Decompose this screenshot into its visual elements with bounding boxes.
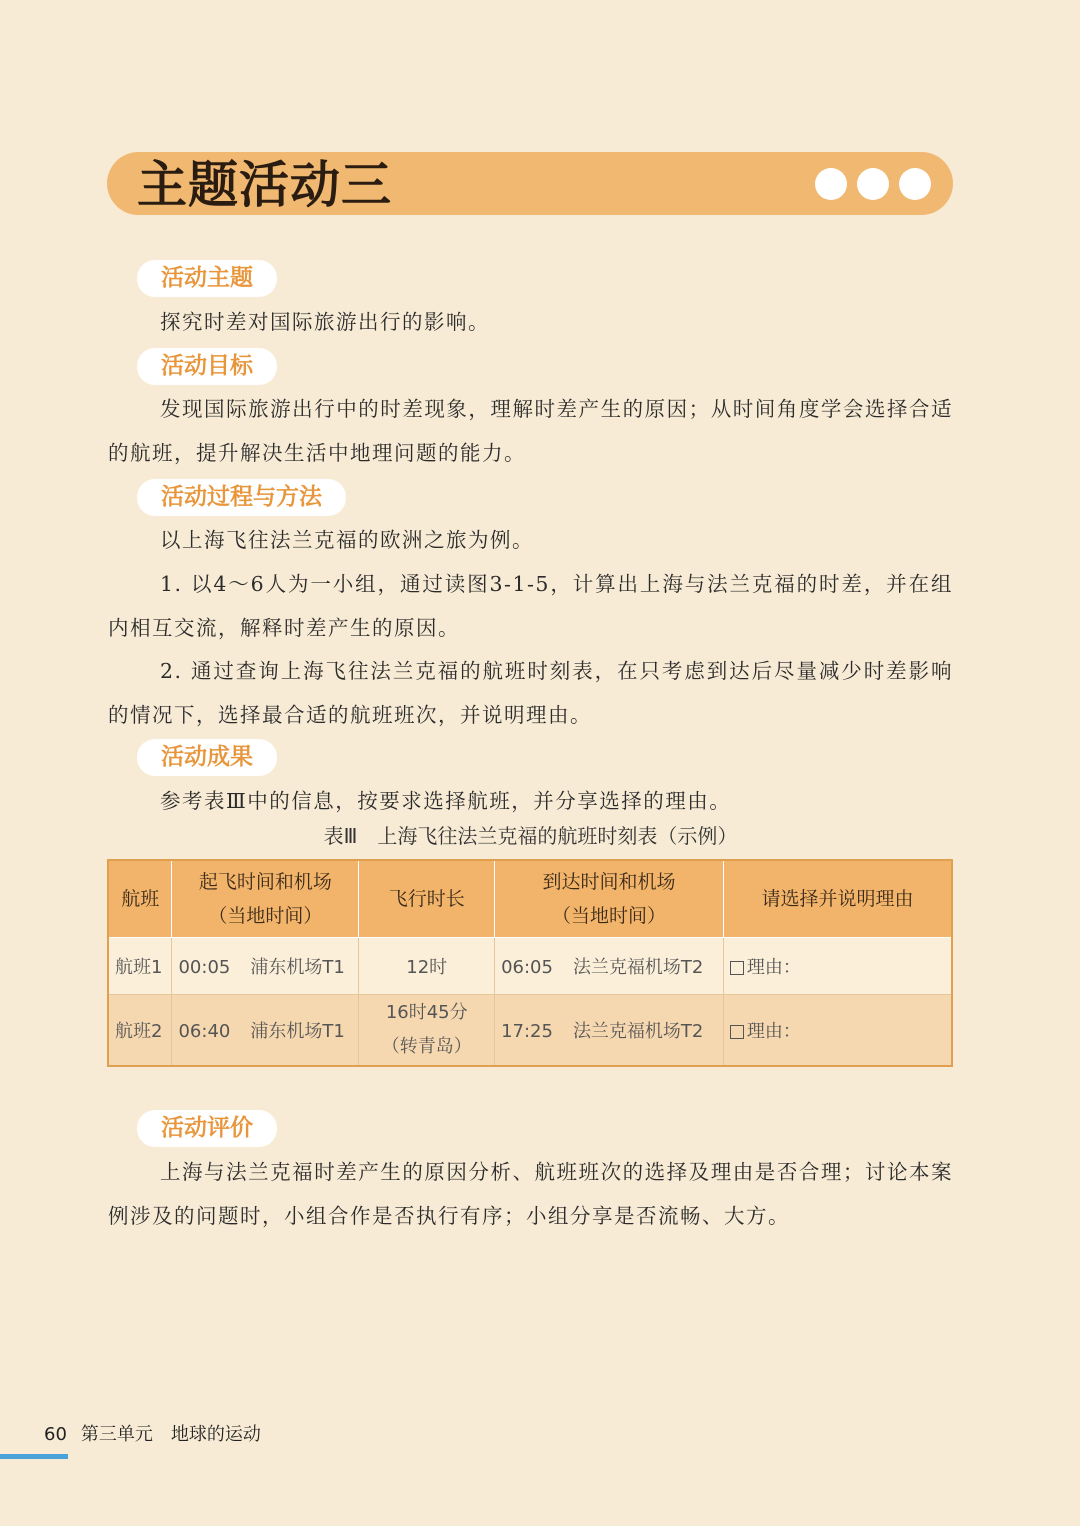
dot-icon (815, 168, 847, 200)
duration-cell (359, 995, 495, 1067)
section-heading-goal: 活动目标 (137, 348, 277, 385)
flight-cell: 航班1 (108, 938, 172, 995)
depart-airport: 浦东机场T1 (250, 957, 345, 978)
choice-cell (723, 938, 952, 995)
choice-cell (723, 995, 952, 1067)
depart-time: 06:40 (178, 1021, 231, 1042)
dot-icon (857, 168, 889, 200)
section-heading-result: 活动成果 (137, 739, 277, 776)
duration-cell: 12时 (359, 938, 495, 995)
checkbox[interactable] (730, 961, 744, 975)
header-depart-line1: 起飞时间和机场 (198, 871, 332, 893)
page-number: 60 (44, 1424, 67, 1445)
depart-time: 00:05 (178, 957, 231, 978)
duration-line2: （转青岛） (381, 1036, 472, 1057)
result-text: 参考表Ⅲ中的信息，按要求选择航班，并分享选择的理由。 (160, 789, 732, 813)
evaluation-text: 上海与法兰克福时差产生的原因分析、航班班次的选择及理由是否合理；讨论本案例涉及的问题时，小组合作是否执行有序；小组分享是否流畅、大方。 (108, 1160, 953, 1228)
flight-schedule-table (107, 859, 953, 1067)
table-row (108, 938, 952, 995)
reason-label: 理由： (746, 957, 801, 978)
duration-line1: 16时45分 (385, 1002, 468, 1023)
depart-cell (172, 995, 359, 1067)
page-title: 主题活动三 (137, 156, 392, 214)
depart-cell (172, 938, 359, 995)
arrive-cell (495, 995, 724, 1067)
section-heading-theme: 活动主题 (137, 260, 277, 297)
decorative-dots (815, 168, 931, 200)
process-step-2: 2. 通过查询上海飞往法兰克福的航班时刻表，在只考虑到达后尽量减少时差影响的情况下，选择最合适的航班班次，并说明理由。 (108, 659, 953, 727)
table-row (108, 995, 952, 1067)
header-arrive-line2: （当地时间） (551, 905, 666, 927)
depart-airport: 浦东机场T1 (250, 1021, 345, 1042)
header-depart (172, 860, 359, 938)
header-arrive-line1: 到达时间和机场 (542, 871, 676, 893)
arrive-time: 06:05 (501, 957, 553, 978)
flight-cell: 航班2 (108, 995, 172, 1067)
header-arrive (495, 860, 724, 938)
header-flight: 航班 (108, 860, 172, 938)
title-banner (107, 152, 953, 215)
section-heading-process: 活动过程与方法 (137, 479, 346, 516)
unit-label: 第三单元 (80, 1424, 153, 1445)
header-choice: 请选择并说明理由 (723, 860, 952, 938)
reason-label: 理由： (746, 1021, 801, 1042)
table-caption: 表Ⅲ 上海飞往法兰克福的航班时刻表（示例） (323, 824, 738, 848)
footer-accent-bar (0, 1454, 68, 1459)
arrive-time: 17:25 (501, 1021, 553, 1042)
dot-icon (899, 168, 931, 200)
arrive-airport: 法兰克福机场T2 (572, 957, 704, 978)
process-step-1: 1. 以4～6人为一小组，通过读图3-1-5，计算出上海与法兰克福的时差，并在组内相互交流，解释时差产生的原因。 (108, 572, 953, 640)
header-duration: 飞行时长 (359, 860, 495, 938)
header-depart-line2: （当地时间） (208, 905, 323, 927)
arrive-airport: 法兰克福机场T2 (572, 1021, 704, 1042)
theme-text: 探究时差对国际旅游出行的影响。 (160, 310, 490, 334)
unit-title: 地球的运动 (170, 1424, 261, 1445)
process-intro: 以上海飞往法兰克福的欧洲之旅为例。 (160, 528, 534, 552)
checkbox[interactable] (730, 1025, 744, 1039)
section-heading-evaluation: 活动评价 (137, 1110, 277, 1147)
goal-text: 发现国际旅游出行中的时差现象，理解时差产生的原因；从时间角度学会选择合适的航班，提升解决生活中地理问题的能力。 (108, 397, 953, 465)
arrive-cell (495, 938, 724, 995)
page-footer (44, 1422, 261, 1448)
table-header-row (108, 860, 952, 938)
